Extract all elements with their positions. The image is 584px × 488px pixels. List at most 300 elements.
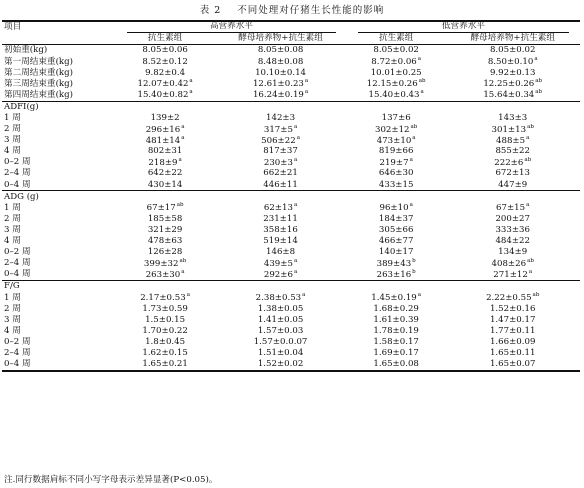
significance-letter: a — [302, 292, 306, 299]
section-title: ADFI(g) — [2, 101, 580, 113]
value-cell — [214, 157, 347, 168]
cell-value: 1.8±0.45 — [145, 336, 186, 347]
cell-value: 67±15 — [496, 203, 526, 214]
header-row-columns — [2, 33, 580, 45]
value-cell — [347, 247, 446, 258]
cell-value: 12.15±0.26 — [366, 79, 418, 90]
row-label: 2–4 周 — [4, 347, 31, 358]
value-cell — [116, 78, 214, 89]
cell-value: 8.50±0.10 — [487, 56, 534, 67]
cell-value: 484±22 — [495, 236, 530, 247]
cell-value: 296±16 — [145, 124, 181, 135]
cell-value: 142±3 — [266, 113, 296, 123]
cell-value: 1.38±0.05 — [257, 303, 304, 314]
row-label: 2 周 — [4, 303, 21, 314]
table-row — [2, 292, 580, 303]
significance-letter: a — [526, 134, 530, 141]
row-label: 3 周 — [4, 135, 21, 146]
table-row — [2, 179, 580, 191]
value-cell — [214, 225, 347, 236]
cell-value: 642±22 — [147, 168, 183, 179]
value-cell — [445, 179, 580, 191]
cell-value: 126±28 — [147, 247, 183, 258]
cell-value: 1.47±0.17 — [489, 314, 536, 325]
cell-value: 1.73±0.59 — [142, 303, 188, 314]
significance-letter: ab — [418, 78, 426, 85]
value-cell — [214, 146, 347, 157]
cell-value: 447±9 — [498, 179, 528, 190]
value-cell — [347, 225, 446, 236]
significance-letter: ab — [176, 202, 184, 209]
row-label: 1 周 — [4, 202, 21, 213]
table-row — [2, 157, 580, 168]
value-cell — [116, 269, 214, 281]
cell-value: 358±16 — [263, 224, 298, 235]
cell-value: 1.62±0.15 — [142, 347, 188, 358]
value-cell — [214, 348, 347, 359]
cell-value: 8.72±0.06 — [371, 56, 417, 67]
value-cell — [445, 225, 580, 236]
value-cell — [214, 124, 347, 135]
value-cell — [347, 78, 446, 89]
cell-value: 134±9 — [498, 247, 528, 258]
value-cell — [445, 337, 580, 348]
row-label: 0–2 周 — [4, 247, 31, 258]
value-cell — [445, 247, 580, 258]
table-row — [2, 258, 580, 269]
table-row — [2, 67, 580, 78]
cell-value: 1.66±0.09 — [489, 336, 536, 347]
value-cell — [445, 90, 580, 102]
cell-value: 1.5±0.15 — [145, 314, 186, 325]
cell-value: 146±8 — [266, 247, 296, 258]
value-cell — [214, 168, 347, 179]
cell-value: 12.25±0.26 — [483, 79, 535, 90]
table-caption — [0, 2, 584, 16]
table-body — [2, 21, 580, 371]
row-label: 4 周 — [4, 325, 21, 336]
value-cell — [445, 203, 580, 214]
cell-value: 1.65±0.21 — [142, 359, 188, 370]
cell-value: 9.92±0.13 — [489, 67, 536, 78]
cell-value: 67±17 — [146, 203, 176, 214]
value-cell — [214, 258, 347, 269]
value-cell — [445, 326, 580, 337]
value-cell — [445, 359, 580, 371]
value-cell — [116, 225, 214, 236]
cell-value: 263±16 — [376, 269, 412, 280]
cell-value: 1.45±0.19 — [371, 292, 417, 303]
value-cell — [116, 247, 214, 258]
value-cell — [116, 157, 214, 168]
value-cell — [445, 67, 580, 78]
cell-value: 662±21 — [263, 168, 298, 179]
significance-letter: a — [293, 257, 298, 264]
significance-letter: ab — [410, 123, 418, 130]
value-cell — [214, 179, 347, 191]
growth-performance-table — [2, 20, 580, 372]
value-cell — [347, 56, 446, 67]
value-cell — [116, 90, 214, 102]
table-row — [2, 78, 580, 89]
cell-value: 302±12 — [374, 124, 410, 135]
section-header-row — [2, 101, 580, 113]
value-cell — [116, 168, 214, 179]
row-label: 2–4 周 — [4, 258, 31, 269]
value-cell — [445, 168, 580, 179]
table-row — [2, 124, 580, 135]
value-cell — [214, 303, 347, 314]
significance-letter: ab — [527, 123, 534, 130]
significance-letter: a — [409, 202, 413, 209]
value-cell — [116, 135, 214, 146]
significance-letter: a — [417, 292, 422, 299]
cell-value: 200±27 — [495, 213, 530, 224]
table-title: 不同处理对仔猪生长性能的影响 — [237, 5, 385, 16]
value-cell — [347, 113, 446, 124]
cell-value: 446±11 — [263, 179, 298, 190]
row-label: 0–4 周 — [4, 179, 31, 190]
table-row — [2, 90, 580, 102]
significance-letter: a — [412, 134, 416, 141]
value-cell — [347, 292, 446, 303]
table-row — [2, 337, 580, 348]
value-cell — [445, 292, 580, 303]
value-cell — [445, 146, 580, 157]
cell-value: 2.22±0.55 — [486, 292, 532, 303]
value-cell — [347, 303, 446, 314]
value-cell — [214, 337, 347, 348]
cell-value: 12.07±0.42 — [137, 79, 189, 90]
value-cell — [347, 348, 446, 359]
significance-letter: ab — [524, 156, 532, 163]
header-col-low-yeast: 酵母培养物+抗生素组 — [445, 33, 580, 45]
significance-letter: ab — [535, 89, 543, 96]
value-cell — [214, 269, 347, 281]
cell-value: 1.77±0.11 — [489, 325, 536, 336]
cell-value: 12.61±0.23 — [252, 79, 304, 90]
cell-value: 1.52±0.16 — [489, 303, 536, 314]
value-cell — [445, 236, 580, 247]
value-cell — [445, 157, 580, 168]
row-label: 初始重(kg) — [4, 45, 48, 56]
table-row — [2, 214, 580, 225]
cell-value: 185±58 — [147, 213, 183, 224]
cell-value: 15.40±0.82 — [137, 90, 189, 101]
value-cell — [347, 326, 446, 337]
cell-value: 1.65±0.07 — [489, 359, 536, 370]
row-label: 第三周结束重(kg) — [4, 78, 73, 89]
value-cell — [214, 67, 347, 78]
value-cell — [214, 292, 347, 303]
cell-value: 8.05±0.02 — [373, 45, 419, 56]
cell-value: 9.82±0.4 — [145, 67, 186, 78]
row-label: 1 周 — [4, 113, 21, 123]
header-col-high-yeast: 酵母培养物+抗生素组 — [214, 33, 347, 45]
cell-value: 1.57±0.03 — [257, 325, 304, 336]
significance-letter: a — [189, 89, 193, 96]
value-cell — [116, 146, 214, 157]
cell-value: 1.51±0.04 — [257, 347, 304, 358]
cell-value: 1.68±0.29 — [373, 303, 419, 314]
cell-value: 1.70±0.22 — [142, 325, 188, 336]
value-cell — [445, 314, 580, 325]
cell-value: 473±10 — [376, 135, 412, 146]
significance-letter: a — [181, 268, 185, 275]
significance-letter: a — [534, 56, 538, 63]
significance-letter: a — [304, 78, 309, 85]
table-row — [2, 225, 580, 236]
significance-letter: a — [178, 156, 182, 163]
value-cell — [214, 113, 347, 124]
value-cell — [214, 45, 347, 57]
value-cell — [347, 236, 446, 247]
value-cell — [445, 124, 580, 135]
value-cell — [116, 326, 214, 337]
value-cell — [116, 67, 214, 78]
cell-value: 433±15 — [378, 179, 414, 190]
cell-value: 1.65±0.11 — [489, 347, 536, 358]
significance-letter: a — [528, 268, 533, 275]
header-col-high-antibiotic: 抗生素组 — [116, 33, 214, 45]
row-label: 4 周 — [4, 236, 21, 247]
value-cell — [214, 236, 347, 247]
value-cell — [116, 292, 214, 303]
value-cell — [116, 348, 214, 359]
value-cell — [116, 214, 214, 225]
value-cell — [347, 90, 446, 102]
section-title: ADG (g) — [2, 191, 580, 203]
significance-letter: a — [420, 89, 424, 96]
cell-value: 219±7 — [379, 157, 409, 168]
cell-value: 96±10 — [379, 203, 409, 214]
cell-value: 430±14 — [147, 179, 183, 190]
table-row — [2, 326, 580, 337]
cell-value: 519±14 — [263, 236, 298, 247]
cell-value: 1.78±0.19 — [373, 325, 419, 336]
cell-value: 646±30 — [378, 168, 414, 179]
row-label: 2–4 周 — [4, 168, 31, 179]
cell-value: 218±9 — [148, 157, 178, 168]
significance-letter: a — [409, 156, 413, 163]
row-label: 第一周结束重(kg) — [4, 56, 73, 67]
cell-value: 333±36 — [495, 224, 530, 235]
significance-letter: ab — [532, 292, 540, 299]
significance-letter: a — [296, 134, 300, 141]
value-cell — [214, 326, 347, 337]
cell-value: 389±43 — [376, 258, 412, 269]
significance-letter: a — [186, 292, 190, 299]
header-group-low: 低营养水平 — [347, 21, 580, 33]
cell-value: 1.58±0.17 — [373, 336, 419, 347]
cell-value: 10.01±0.25 — [370, 67, 422, 78]
value-cell — [445, 303, 580, 314]
section-header-row — [2, 191, 580, 203]
cell-value: 819±66 — [378, 146, 414, 157]
value-cell — [214, 90, 347, 102]
cell-value: 2.38±0.53 — [255, 292, 302, 303]
table-note: 注.同行数据肩标不同小写字母表示差异显著(P<0.05)。 — [4, 475, 218, 485]
cell-value: 184±37 — [378, 213, 414, 224]
table-row — [2, 146, 580, 157]
table-row — [2, 359, 580, 371]
value-cell — [445, 113, 580, 124]
value-cell — [214, 135, 347, 146]
value-cell — [116, 303, 214, 314]
value-cell — [116, 314, 214, 325]
value-cell — [214, 214, 347, 225]
significance-letter: a — [293, 268, 298, 275]
row-label: 2 周 — [4, 124, 21, 135]
value-cell — [116, 236, 214, 247]
value-cell — [347, 337, 446, 348]
significance-letter: b — [412, 268, 416, 275]
table-row — [2, 113, 580, 124]
section-header-row — [2, 281, 580, 293]
value-cell — [347, 67, 446, 78]
value-cell — [116, 45, 214, 57]
significance-letter: ab — [179, 257, 187, 264]
table-number: 表 2 — [199, 5, 222, 16]
cell-value: 16.24±0.19 — [252, 90, 304, 101]
cell-value: 466±77 — [378, 236, 414, 247]
row-label: 0–4 周 — [4, 269, 31, 280]
value-cell — [116, 124, 214, 135]
value-cell — [445, 348, 580, 359]
significance-letter: a — [189, 78, 193, 85]
value-cell — [116, 359, 214, 371]
value-cell — [214, 359, 347, 371]
significance-letter: a — [293, 156, 298, 163]
cell-value: 8.05±0.08 — [257, 45, 304, 56]
cell-value: 1.52±0.02 — [257, 359, 304, 370]
header-item: 项目 — [2, 21, 116, 33]
value-cell — [445, 258, 580, 269]
significance-letter: ab — [527, 257, 534, 264]
cell-value: 408±26 — [491, 258, 527, 269]
cell-value: 1.57±0.0.07 — [253, 336, 308, 347]
cell-value: 8.48±0.08 — [257, 56, 304, 67]
value-cell — [214, 314, 347, 325]
cell-value: 1.41±0.05 — [257, 314, 304, 325]
cell-value: 1.69±0.17 — [373, 347, 419, 358]
value-cell — [445, 78, 580, 89]
significance-letter: a — [526, 202, 530, 209]
table-row — [2, 348, 580, 359]
value-cell — [347, 146, 446, 157]
value-cell — [214, 203, 347, 214]
value-cell — [214, 56, 347, 67]
cell-value: 478±63 — [147, 236, 183, 247]
value-cell — [347, 45, 446, 57]
cell-value: 488±5 — [496, 135, 526, 146]
cell-value: 137±6 — [381, 113, 411, 123]
cell-value: 317±5 — [263, 124, 293, 135]
table-row — [2, 247, 580, 258]
value-cell — [116, 337, 214, 348]
cell-value: 222±6 — [494, 157, 524, 168]
value-cell — [116, 56, 214, 67]
row-label: 4 周 — [4, 146, 21, 157]
significance-letter: a — [293, 123, 298, 130]
cell-value: 855±22 — [495, 146, 530, 157]
value-cell — [445, 269, 580, 281]
row-label: 第四周结束重(kg) — [4, 89, 73, 100]
row-label: 0–2 周 — [4, 336, 31, 347]
value-cell — [347, 168, 446, 179]
row-label: 1 周 — [4, 292, 21, 303]
section-title: F/G — [2, 281, 580, 293]
cell-value: 301±13 — [491, 124, 527, 135]
cell-value: 672±13 — [495, 168, 530, 179]
cell-value: 143±3 — [498, 113, 528, 123]
cell-value: 15.40±0.43 — [368, 90, 420, 101]
table-row — [2, 203, 580, 214]
cell-value: 1.65±0.08 — [373, 359, 419, 370]
cell-value: 802±31 — [147, 146, 183, 157]
header-col-low-antibiotic: 抗生素组 — [347, 33, 446, 45]
value-cell — [445, 45, 580, 57]
header-group-high: 高营养水平 — [116, 21, 347, 33]
value-cell — [347, 214, 446, 225]
cell-value: 1.61±0.39 — [373, 314, 419, 325]
table-row — [2, 45, 580, 57]
cell-value: 481±14 — [145, 135, 181, 146]
significance-letter: a — [304, 89, 309, 96]
row-label: 3 周 — [4, 224, 21, 235]
value-cell — [347, 203, 446, 214]
value-cell — [347, 157, 446, 168]
row-label: 2 周 — [4, 213, 21, 224]
value-cell — [347, 179, 446, 191]
value-cell — [445, 214, 580, 225]
value-cell — [116, 203, 214, 214]
value-cell — [347, 124, 446, 135]
significance-letter: a — [181, 134, 185, 141]
table-row — [2, 135, 580, 146]
significance-letter: a — [417, 56, 422, 63]
cell-value: 15.64±0.34 — [483, 90, 535, 101]
significance-letter: a — [293, 202, 298, 209]
cell-value: 439±5 — [263, 258, 293, 269]
cell-value: 263±30 — [145, 269, 181, 280]
value-cell — [214, 78, 347, 89]
significance-letter: ab — [535, 78, 543, 85]
cell-value: 2.17±0.53 — [140, 292, 186, 303]
table-row — [2, 314, 580, 325]
cell-value: 8.52±0.12 — [142, 56, 188, 67]
table-row — [2, 269, 580, 281]
table-row — [2, 303, 580, 314]
row-label: 第二周结束重(kg) — [4, 67, 73, 78]
value-cell — [347, 135, 446, 146]
cell-value: 292±6 — [263, 269, 293, 280]
value-cell — [116, 113, 214, 124]
cell-value: 321±29 — [147, 224, 183, 235]
table-row — [2, 236, 580, 247]
cell-value: 230±3 — [263, 157, 293, 168]
value-cell — [116, 258, 214, 269]
cell-value: 399±32 — [143, 258, 179, 269]
value-cell — [347, 359, 446, 371]
cell-value: 271±12 — [493, 269, 528, 280]
significance-letter: b — [412, 257, 416, 264]
cell-value: 10.10±0.14 — [255, 67, 307, 78]
value-cell — [347, 314, 446, 325]
cell-value: 62±13 — [263, 203, 293, 214]
row-label: 0–4 周 — [2, 359, 116, 371]
cell-value: 506±22 — [261, 135, 296, 146]
